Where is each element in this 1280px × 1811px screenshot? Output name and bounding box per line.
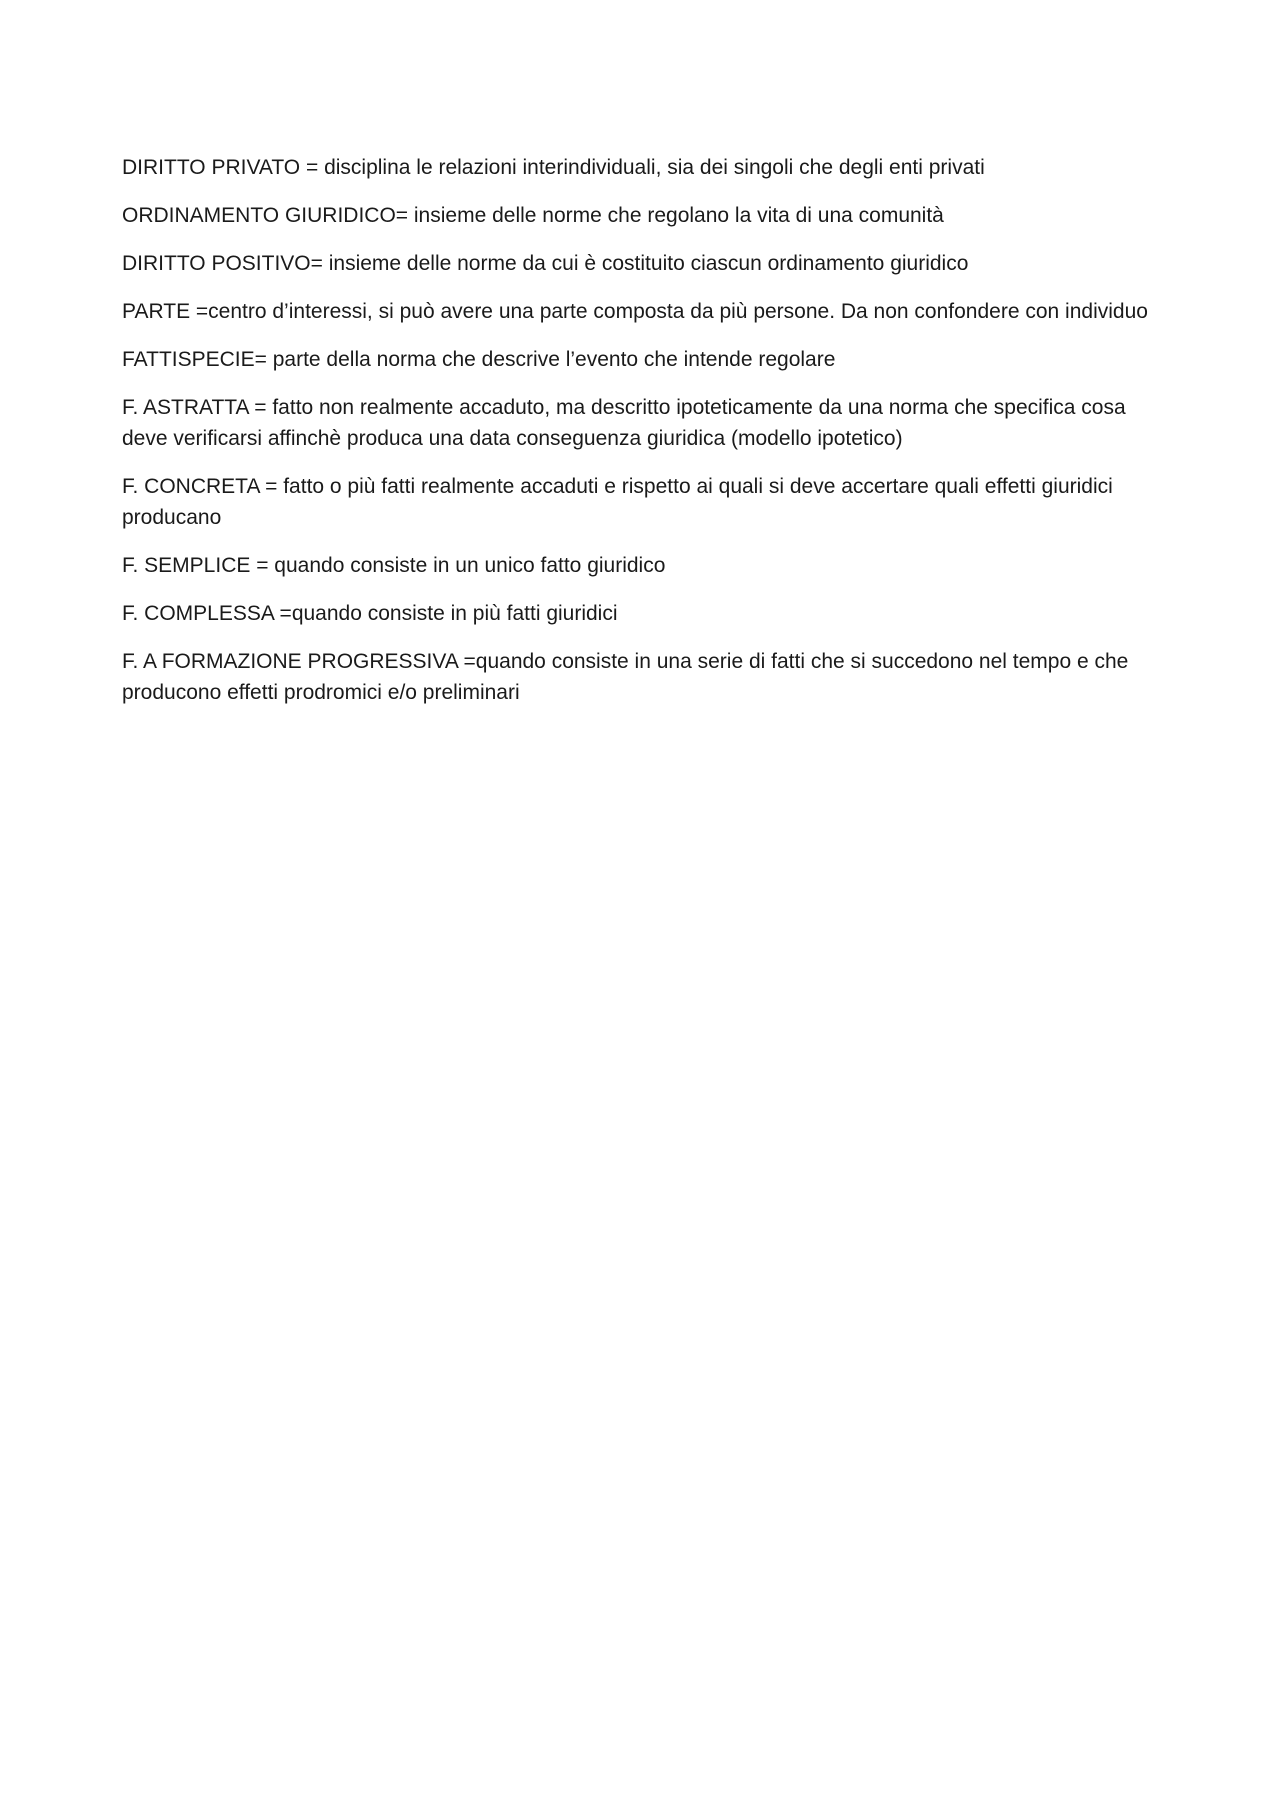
- definition-ordinamento-giuridico: ORDINAMENTO GIURIDICO= insieme delle norme che regolano la vita di una comunità: [122, 204, 944, 227]
- definition-diritto-positivo: DIRITTO POSITIVO= insieme delle norme da cui è costituito ciascun ordinamento giuridico: [122, 252, 969, 275]
- document-body: [122, 152, 1162, 725]
- definition-fattispecie: FATTISPECIE= parte della norma che descrive l’evento che intende regolare: [122, 348, 836, 371]
- definition-parte: PARTE =centro d’interessi, si può avere una parte composta da più persone. Da non confondere con individuo: [122, 300, 1148, 323]
- definition-f-semplice: F. SEMPLICE = quando consiste in un unico fatto giuridico: [122, 554, 666, 577]
- definition-f-formazione-progressiva: F. A FORMAZIONE PROGRESSIVA =quando consiste in una serie di fatti che si succedono nel tempo e che producono effetti prodromici e/o preliminari: [122, 650, 1129, 704]
- definition-f-concreta: F. CONCRETA = fatto o più fatti realmente accaduti e rispetto ai quali si deve accertare quali effetti giuridici producano: [122, 475, 1113, 529]
- definition-f-complessa: F. COMPLESSA =quando consiste in più fatti giuridici: [122, 602, 618, 625]
- definition-diritto-privato: DIRITTO PRIVATO = disciplina le relazioni interindividuali, sia dei singoli che degli enti privati: [122, 156, 985, 179]
- definition-f-astratta: F. ASTRATTA = fatto non realmente accaduto, ma descritto ipoteticamente da una norma che specifica cosa deve verificarsi affinchè produca una data conseguenza giuridica (modello ipotetico): [122, 396, 1126, 450]
